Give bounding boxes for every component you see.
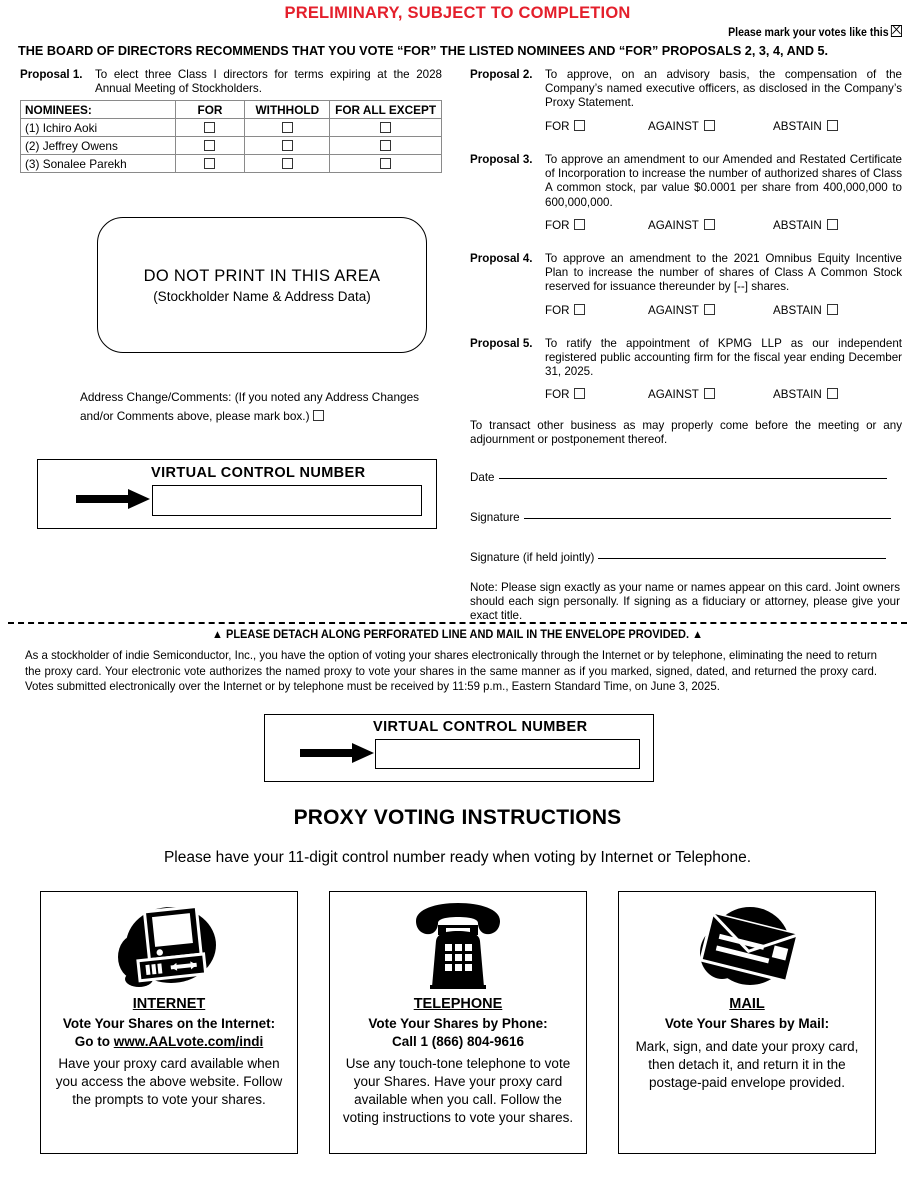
do-not-print-line2: (Stockholder Name & Address Data) — [153, 288, 371, 304]
nominee-2-withhold-cell — [245, 137, 330, 155]
address-change-label: Address Change/Comments: (If you noted any Address Changes and/or Comments above, please mark box.) — [80, 390, 420, 423]
date-label: Date — [470, 471, 495, 484]
method-head-telephone-line1: Vote Your Shares by Phone: — [368, 1016, 548, 1031]
arrow-right-icon — [300, 742, 376, 764]
signature-input[interactable] — [524, 518, 891, 519]
nominee-1-withhold-cell — [245, 119, 330, 137]
virtual-control-number-box-bottom — [264, 714, 654, 782]
proposal-4-text: To approve an amendment to the 2021 Omnibus Equity Incentive Plan to increase the number of shares of Class A Common Stock reserved for issuance thereunder by [--] shares. — [545, 252, 902, 294]
proposal-3-abstain-label: ABSTAIN — [773, 219, 822, 232]
joint-signature-field-row — [470, 551, 886, 564]
proposal-2-against-label: AGAINST — [648, 120, 699, 133]
nominee-name: (1) Ichiro Aoki — [21, 119, 176, 137]
proposal-2-for — [545, 120, 585, 133]
telephone-icon — [330, 900, 586, 992]
address-change-note — [80, 388, 420, 426]
method-head-internet — [41, 1015, 297, 1050]
method-body-mail: Mark, sign, and date your proxy card, then detach it, and return it in the postage-paid envelope provided. — [635, 1038, 859, 1090]
proposal-2-abstain-label: ABSTAIN — [773, 120, 822, 133]
vcn-title-top: VIRTUAL CONTROL NUMBER — [151, 465, 366, 481]
proxy-voting-instructions-title: PROXY VOTING INSTRUCTIONS — [293, 806, 622, 829]
voting-method-internet — [40, 891, 298, 1154]
proposal-1-label: Proposal 1. — [20, 68, 83, 81]
checkbox-proposal-4-against[interactable] — [704, 304, 715, 315]
proposal-3-abstain — [773, 219, 838, 232]
proposal-2 — [470, 68, 902, 111]
checkbox-proposal-2-abstain[interactable] — [827, 120, 838, 131]
mail-icon — [619, 900, 875, 992]
checkbox-proposal-5-abstain[interactable] — [827, 388, 838, 399]
proposal-3-for-label: FOR — [545, 219, 570, 232]
checkbox-nominee-1-for-all-except[interactable] — [380, 122, 391, 133]
checkbox-nominee-1-withhold[interactable] — [282, 122, 293, 133]
col-header-withhold: WITHHOLD — [245, 101, 330, 119]
proposal-1-text: To elect three Class I directors for terms expiring at the 2028 Annual Meeting of Stockholders. — [95, 68, 442, 96]
col-header-nominees: NOMINEES: — [21, 101, 176, 119]
proposal-3-label: Proposal 3. — [470, 153, 533, 166]
perforation-line — [8, 622, 907, 624]
method-name-internet: INTERNET — [132, 996, 206, 1012]
date-input[interactable] — [499, 478, 887, 479]
proposal-4-abstain — [773, 304, 838, 317]
proposal-2-text: To approve, on an advisory basis, the compensation of the Company’s named executive officers, as disclosed in the Company’s Proxy Statement. — [545, 68, 902, 110]
proposal-3 — [470, 153, 902, 210]
checkbox-proposal-2-for[interactable] — [574, 120, 585, 131]
checkbox-nominee-3-for-all-except[interactable] — [380, 158, 391, 169]
control-number-ready-note: Please have your 11-digit control number ready when voting by Internet or Telephone. — [163, 849, 752, 866]
checkbox-proposal-3-against[interactable] — [704, 219, 715, 230]
vcn-input-top[interactable] — [152, 485, 422, 516]
nominee-3-except-cell — [330, 155, 442, 173]
joint-signature-label: Signature (if held jointly) — [470, 551, 595, 564]
checkbox-nominee-3-for[interactable] — [204, 158, 215, 169]
col-header-for: FOR — [175, 101, 245, 119]
proposal-4-for-label: FOR — [545, 304, 570, 317]
proposal-5-text: To ratify the appointment of KPMG LLP as our independent registered public accounting firm for the fiscal year ending December 31, 2025. — [545, 337, 902, 379]
preliminary-title: PRELIMINARY, SUBJECT TO COMPLETION — [284, 4, 631, 22]
checkbox-proposal-2-against[interactable] — [704, 120, 715, 131]
checkbox-nominee-3-withhold[interactable] — [282, 158, 293, 169]
checkbox-proposal-5-against[interactable] — [704, 388, 715, 399]
other-business-text: To transact other business as may properly come before the meeting or any adjournment or postponement thereof. — [470, 419, 902, 447]
voting-method-telephone — [329, 891, 587, 1154]
nominee-3-for-cell — [175, 155, 245, 173]
checkbox-nominee-2-withhold[interactable] — [282, 140, 293, 151]
proposal-3-text: To approve an amendment to our Amended and Restated Certificate of Incorporation to increase the number of authorized shares of Class A common stock, par value $0.0001 per share from 400,000,000 to 600,000,000. — [545, 153, 902, 209]
method-head-mail — [619, 1015, 875, 1033]
proposal-3-against-label: AGAINST — [648, 219, 699, 232]
telephone-vote-number: Call 1 (866) 804-9616 — [391, 1033, 525, 1049]
nominees-table-header-row — [21, 101, 442, 119]
nominee-1-except-cell — [330, 119, 442, 137]
proposal-2-label: Proposal 2. — [470, 68, 533, 81]
nominee-name: (2) Jeffrey Owens — [21, 137, 176, 155]
detach-instruction: ▲ PLEASE DETACH ALONG PERFORATED LINE AND MAIL IN THE ENVELOPE PROVIDED. ▲ — [212, 628, 703, 641]
proposal-1 — [20, 68, 442, 96]
method-name-mail: MAIL — [729, 996, 765, 1012]
joint-signature-input[interactable] — [598, 558, 886, 559]
do-not-print-line1: DO NOT PRINT IN THIS AREA — [143, 266, 381, 285]
method-name-telephone: TELEPHONE — [413, 996, 503, 1012]
table-row — [21, 155, 442, 173]
proposal-5-abstain-label: ABSTAIN — [773, 388, 822, 401]
board-recommendation-line: THE BOARD OF DIRECTORS RECOMMENDS THAT YOU VOTE “FOR” THE LISTED NOMINEES AND “FOR” PROPOSALS 2, 3, 4, AND 5. — [18, 43, 829, 58]
arrow-right-icon — [76, 488, 152, 510]
voting-method-mail — [618, 891, 876, 1154]
computer-icon — [41, 900, 297, 992]
checkbox-proposal-4-for[interactable] — [574, 304, 585, 315]
signature-label: Signature — [470, 511, 520, 524]
virtual-control-number-box-top — [37, 459, 437, 529]
checkbox-nominee-2-for-all-except[interactable] — [380, 140, 391, 151]
checkbox-proposal-4-abstain[interactable] — [827, 304, 838, 315]
nominees-table — [20, 100, 442, 173]
checkbox-proposal-5-for[interactable] — [574, 388, 585, 399]
proposal-5-for — [545, 388, 585, 401]
proposal-4-abstain-label: ABSTAIN — [773, 304, 822, 317]
internet-vote-url[interactable]: www.AALvote.com/indi — [113, 1033, 264, 1049]
method-body-internet: Have your proxy card available when you access the above website. Follow the prompts to vote your shares. — [55, 1056, 283, 1107]
nominee-2-except-cell — [330, 137, 442, 155]
date-field-row — [470, 471, 887, 484]
col-header-for-all-except: FOR ALL EXCEPT — [330, 101, 442, 119]
proposal-5-against — [648, 388, 715, 401]
proposal-5 — [470, 337, 902, 380]
vcn-input-bottom[interactable] — [375, 739, 640, 769]
nominee-1-for-cell — [175, 119, 245, 137]
proposal-5-abstain — [773, 388, 838, 401]
proposal-5-label: Proposal 5. — [470, 337, 533, 350]
proposal-2-against — [648, 120, 715, 133]
do-not-print-area — [97, 217, 427, 353]
checkbox-address-change[interactable] — [313, 410, 324, 421]
electronic-voting-paragraph: As a stockholder of indie Semiconductor, Inc., you have the option of voting your shares electronically through the Internet or by telephone, eliminating the need to return the proxy card. Your electronic vote authorizes the named proxy to vote your shares in the same manner as if you marked, signed, dated, and returned the proxy card. Votes submitted electronically over the Internet or by telephone must be received by 11:59 p.m., Eastern Standard Time, on June 3, 2025. — [25, 649, 878, 693]
vcn-title-bottom: VIRTUAL CONTROL NUMBER — [373, 719, 588, 735]
proposal-4-label: Proposal 4. — [470, 252, 533, 265]
method-head-internet-goto: Go to — [74, 1033, 114, 1049]
method-head-internet-line1: Vote Your Shares on the Internet: — [62, 1016, 276, 1031]
proposal-4-against-label: AGAINST — [648, 304, 699, 317]
other-business — [470, 419, 902, 447]
checkbox-proposal-3-abstain[interactable] — [827, 219, 838, 230]
proposal-5-for-label: FOR — [545, 388, 570, 401]
checkbox-nominee-2-for[interactable] — [204, 140, 215, 151]
checkbox-nominee-1-for[interactable] — [204, 122, 215, 133]
method-head-mail-line1: Vote Your Shares by Mail: — [664, 1016, 830, 1031]
table-row — [21, 137, 442, 155]
table-row — [21, 119, 442, 137]
proposal-3-for — [545, 219, 585, 232]
checkbox-proposal-3-for[interactable] — [574, 219, 585, 230]
proposal-4-for — [545, 304, 585, 317]
nominee-3-withhold-cell — [245, 155, 330, 173]
nominee-name: (3) Sonalee Parekh — [21, 155, 176, 173]
mark-instruction-label: Please mark your votes like this — [728, 27, 890, 39]
proposal-2-abstain — [773, 120, 838, 133]
proposal-4 — [470, 252, 902, 295]
proposal-3-against — [648, 219, 715, 232]
signature-field-row — [470, 511, 891, 524]
method-body-telephone: Use any touch-tone telephone to vote your Shares. Have your proxy card available when you call. Follow the voting instructions to vote your shares. — [342, 1056, 574, 1125]
proposal-4-against — [648, 304, 715, 317]
signature-note: Note: Please sign exactly as your name or names appear on this card. Joint owners should each sign personally. If signing as a fiduciary or attorney, please give your exact title. — [470, 581, 900, 623]
proposal-2-for-label: FOR — [545, 120, 570, 133]
proposal-5-against-label: AGAINST — [648, 388, 699, 401]
nominee-2-for-cell — [175, 137, 245, 155]
method-head-telephone — [330, 1015, 586, 1050]
